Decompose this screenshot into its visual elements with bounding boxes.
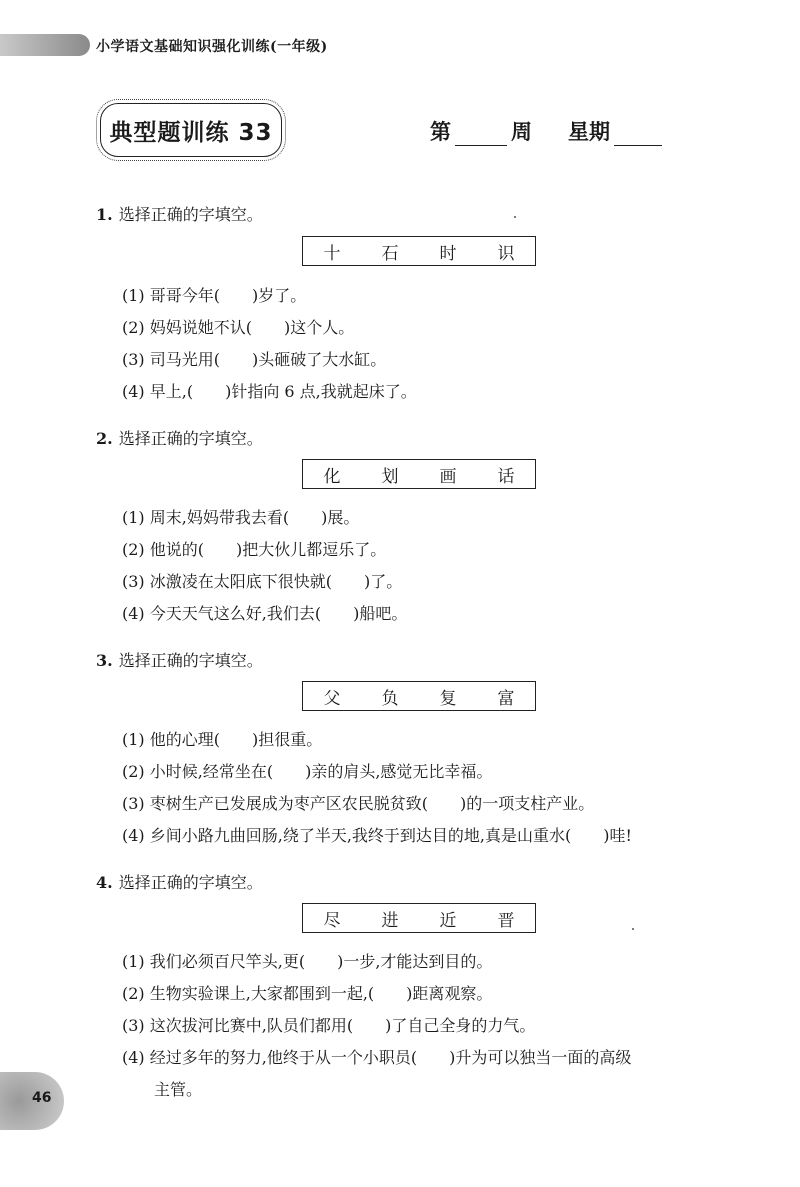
book-title: 小学语文基础知识强化训练(一年级) <box>96 39 328 55</box>
exercise-title <box>100 103 282 157</box>
question-item: (4) 早上,( )针指向 6 点,我就起床了。 <box>122 382 417 401</box>
week-blank[interactable] <box>455 123 507 146</box>
weekday-blank[interactable] <box>614 123 662 146</box>
page-number: 46 <box>32 1090 52 1106</box>
char-option: 进 <box>381 910 399 931</box>
question-item: (2) 他说的( )把大伙儿都逗乐了。 <box>122 540 387 559</box>
question-item: (4) 乡间小路九曲回肠,绕了半天,我终于到达目的地,真是山重水( )哇! <box>122 826 632 845</box>
char-option: 话 <box>497 466 515 487</box>
char-option: 画 <box>439 466 457 487</box>
char-option: 富 <box>497 688 515 709</box>
question-1-title: 1. 选择正确的字填空。 <box>96 205 263 224</box>
char-option: 尽 <box>323 910 341 931</box>
char-option: 父 <box>323 688 341 709</box>
char-option: 十 <box>323 243 341 264</box>
question-item: (2) 妈妈说她不认( )这个人。 <box>122 318 355 337</box>
question-item: (3) 这次拔河比赛中,队员们都用( )了自己全身的力气。 <box>122 1016 536 1035</box>
question-1-char-box <box>302 236 536 266</box>
question-2-char-box <box>302 459 536 489</box>
char-option: 化 <box>323 466 341 487</box>
char-option: 近 <box>439 910 457 931</box>
char-option: 划 <box>381 466 399 487</box>
speck <box>632 928 634 930</box>
question-4-char-box <box>302 903 536 933</box>
speck <box>514 216 516 218</box>
exercise-title-text: 典型题训练 33 <box>109 119 273 146</box>
char-option: 复 <box>439 688 457 709</box>
week-line <box>430 116 662 146</box>
question-item-continued: 主管。 <box>154 1080 203 1099</box>
question-item: (1) 哥哥今年( )岁了。 <box>122 286 307 305</box>
char-option: 晋 <box>497 910 515 931</box>
question-item: (4) 经过多年的努力,他终于从一个小职员( )升为可以独当一面的高级 <box>122 1048 632 1067</box>
weekday-label: 星期 <box>568 119 610 144</box>
question-item: (3) 冰激凌在太阳底下很快就( )了。 <box>122 572 403 591</box>
question-item: (1) 周末,妈妈带我去看( )展。 <box>122 508 360 527</box>
question-4-title: 4. 选择正确的字填空。 <box>96 873 263 892</box>
header-decoration <box>0 34 90 56</box>
question-3-char-box <box>302 681 536 711</box>
char-option: 石 <box>381 243 399 264</box>
week-prefix: 第 <box>430 119 451 144</box>
question-3-title: 3. 选择正确的字填空。 <box>96 651 263 670</box>
char-option: 识 <box>497 243 515 264</box>
question-item: (4) 今天天气这么好,我们去( )船吧。 <box>122 604 408 623</box>
question-2-title: 2. 选择正确的字填空。 <box>96 429 263 448</box>
question-item: (2) 小时候,经常坐在( )亲的肩头,感觉无比幸福。 <box>122 762 493 781</box>
char-option: 时 <box>439 243 457 264</box>
question-item: (2) 生物实验课上,大家都围到一起,( )距离观察。 <box>122 984 493 1003</box>
question-item: (3) 枣树生产已发展成为枣产区农民脱贫致( )的一项支柱产业。 <box>122 794 595 813</box>
week-mid: 周 <box>511 119 532 144</box>
question-item: (3) 司马光用( )头砸破了大水缸。 <box>122 350 387 369</box>
question-item: (1) 他的心理( )担很重。 <box>122 730 323 749</box>
char-option: 负 <box>381 688 399 709</box>
question-item: (1) 我们必须百尺竿头,更( )一步,才能达到目的。 <box>122 952 493 971</box>
